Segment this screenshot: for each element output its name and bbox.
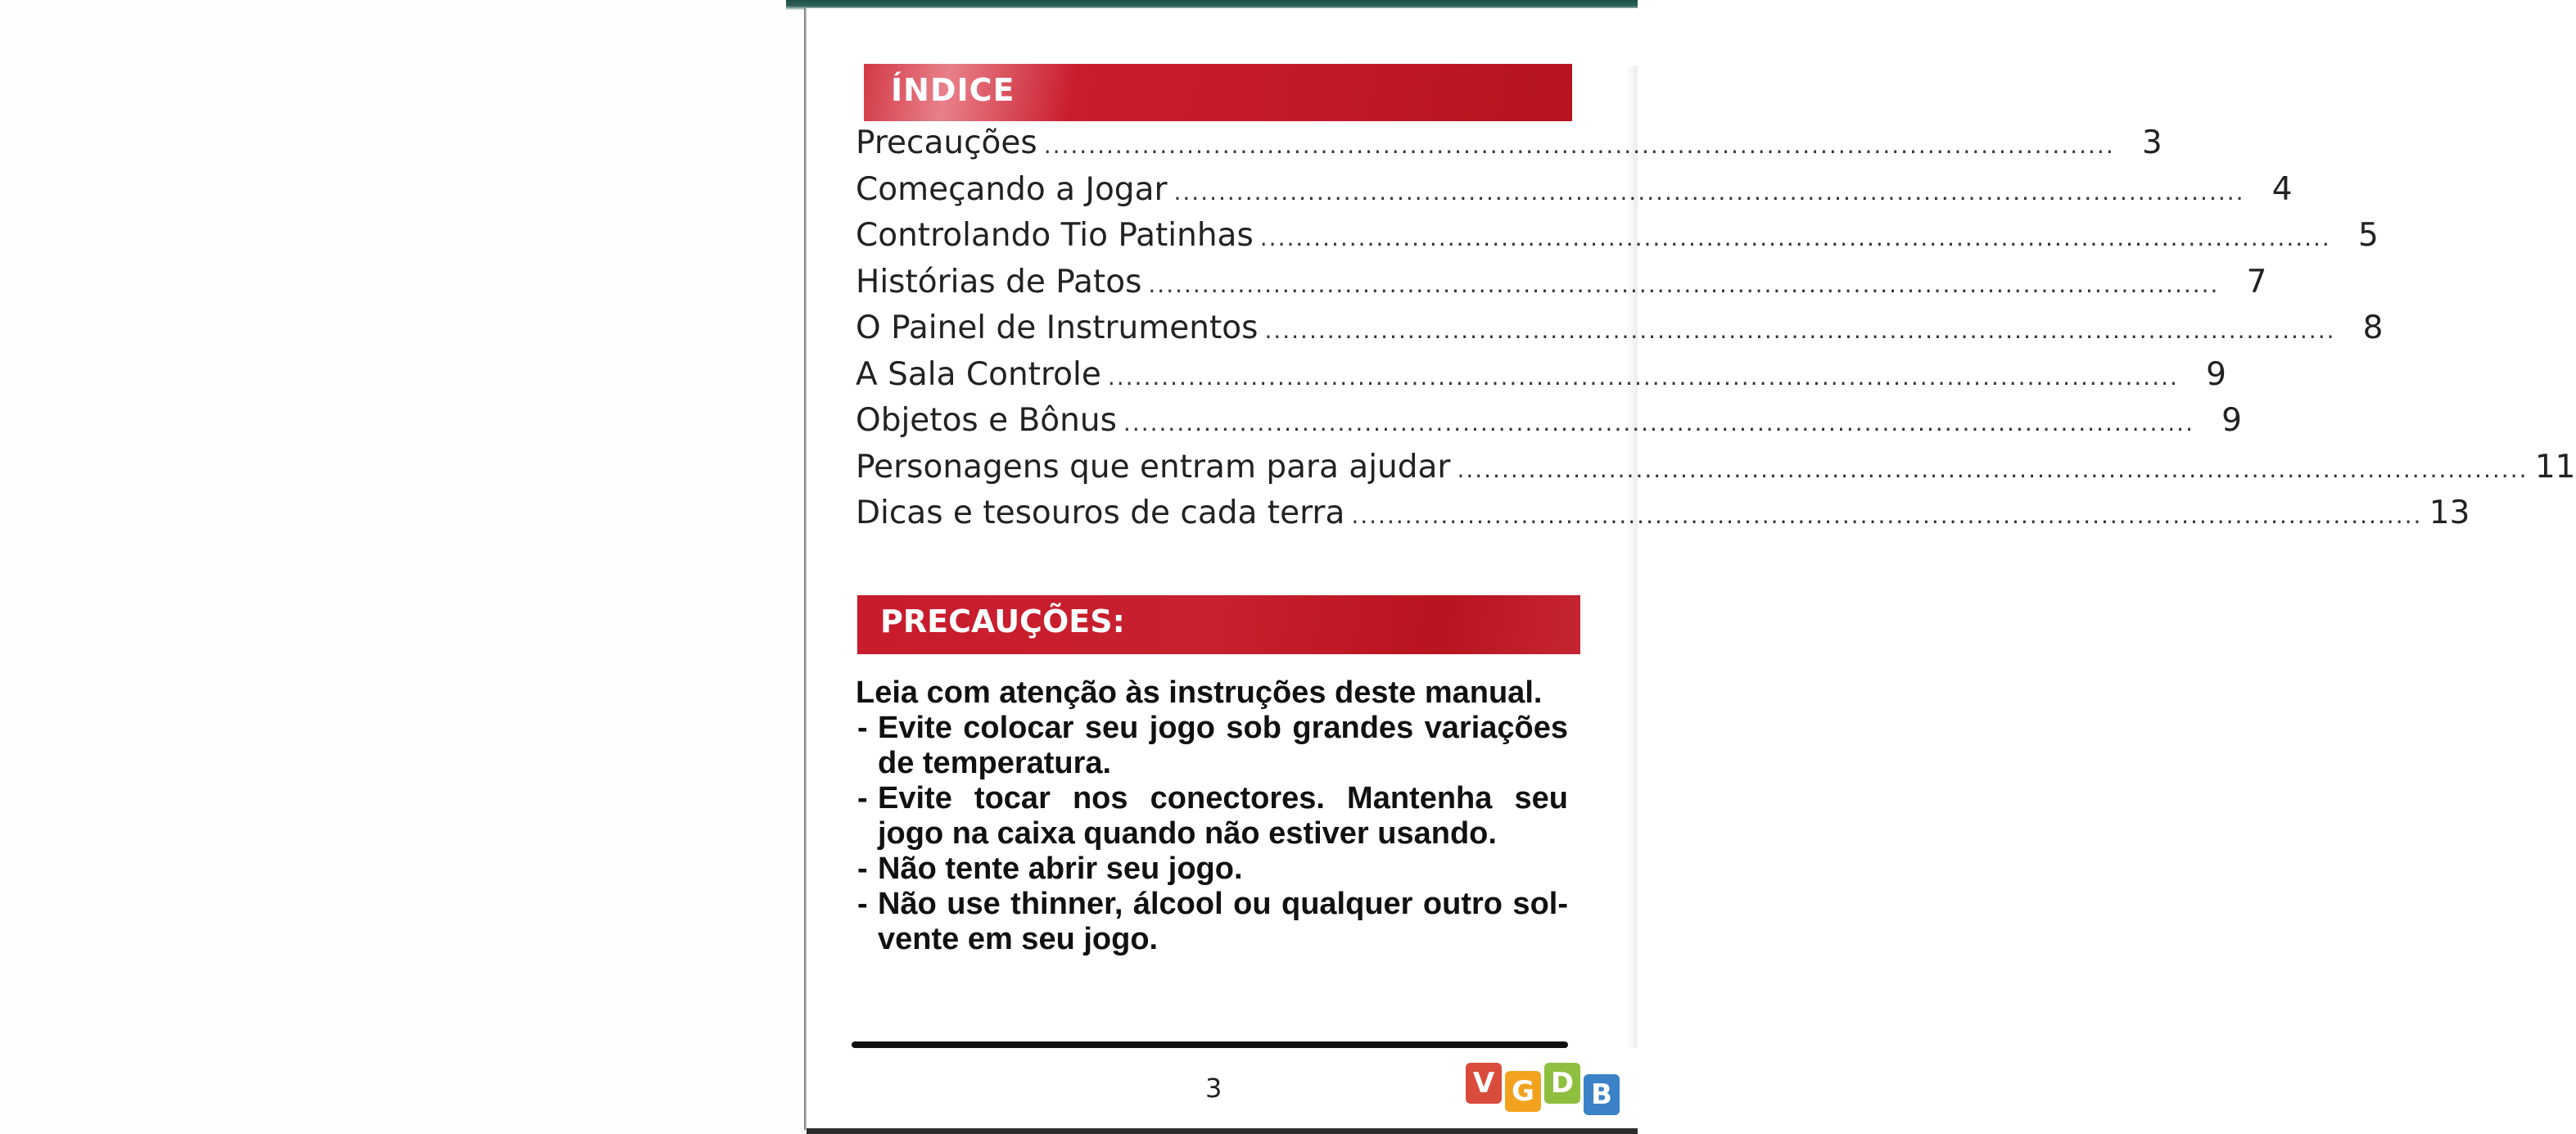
precaution-item: - Não use thinner, álcool ou qualquer outro sol-vente em seu jogo. (856, 887, 1568, 957)
toc-entry-label: Começando a Jogar (856, 170, 1168, 208)
precautions-list (856, 711, 1568, 957)
toc-entry-label: Objetos e Bônus (856, 402, 1117, 439)
toc-entry-objetos[interactable] (856, 402, 2242, 449)
index-title: ÍNDICE (891, 72, 1015, 108)
toc-entry-sala-controle[interactable] (856, 355, 2226, 403)
toc-leader-dots: ........................................................................................................................ (1173, 178, 2245, 206)
logo-letter-v: V (1466, 1063, 1502, 1104)
book-spine (804, 8, 807, 1130)
toc-leader-dots: ........................................................................................................................ (1457, 455, 2529, 483)
toc-entry-dicas[interactable] (856, 495, 2470, 541)
toc-entry-page: 7 (2246, 263, 2267, 300)
precautions-intro: Leia com atenção às instruções deste manual. (856, 675, 1543, 710)
toc-entry-label: Controlando Tio Patinhas (856, 217, 1254, 254)
precaution-item: - Evite colocar seu jogo sob grandes variações de temperatura. (856, 711, 1568, 781)
toc-entry-page: 9 (2221, 402, 2242, 439)
toc-entry-label: Histórias de Patos (856, 263, 1142, 300)
toc-leader-dots: ........................................................................................................................ (1107, 363, 2179, 391)
toc-leader-dots: ........................................................................................................................ (1259, 224, 2331, 251)
toc-entry-page: 8 (2362, 309, 2384, 346)
precaution-item: - Evite tocar nos conectores. Mantenha seu jogo na caixa quando não estiver usando. (856, 781, 1568, 852)
toc-entry-label: Precauções (856, 124, 1037, 161)
vgdb-watermark-logo (1466, 1063, 1629, 1117)
toc-entry-label: Personagens que entram para ajudar (856, 448, 1451, 486)
logo-letter-b: B (1584, 1074, 1620, 1115)
page-edge (1625, 66, 1638, 1048)
precautions-title: PRECAUÇÕES: (880, 603, 1125, 639)
toc-entry-historias[interactable] (856, 263, 2267, 310)
left-blank-page (0, 0, 807, 1134)
toc-entry-label: Dicas e tesouros de cada terra (856, 495, 1345, 531)
table-of-contents (856, 124, 2576, 541)
logo-letter-g: G (1505, 1071, 1541, 1112)
precautions-body (856, 675, 1568, 957)
toc-entry-page: 5 (2358, 217, 2379, 254)
bottom-cover-edge (807, 1128, 1638, 1134)
toc-entry-comecando[interactable] (856, 170, 2293, 218)
toc-entry-page: 9 (2206, 355, 2226, 393)
toc-entry-page: 3 (2141, 124, 2162, 161)
logo-letter-d: D (1544, 1063, 1580, 1104)
footer-rule (852, 1041, 1568, 1048)
toc-entry-label: O Painel de Instrumentos (856, 309, 1259, 346)
toc-leader-dots: ........................................................................................................................ (1148, 270, 2220, 298)
toc-entry-personagens[interactable] (856, 448, 2576, 495)
toc-entry-page: 11 (2534, 448, 2576, 486)
toc-leader-dots: ........................................................................................................................ (1351, 502, 2423, 529)
page-number: 3 (1205, 1073, 1222, 1104)
toc-entry-controlando[interactable] (856, 217, 2379, 264)
toc-leader-dots: ........................................................................................................................ (1043, 132, 2115, 159)
toc-entry-label: A Sala Controle (856, 355, 1101, 393)
toc-leader-dots: ........................................................................................................................ (1264, 317, 2336, 344)
toc-entry-page: 4 (2271, 170, 2293, 208)
toc-entry-painel[interactable] (856, 309, 2384, 356)
toc-leader-dots: ........................................................................................................................ (1123, 409, 2194, 436)
precaution-item: - Não tente abrir seu jogo. (856, 852, 1568, 887)
toc-entry-page: 13 (2429, 495, 2470, 531)
toc-entry-precaucoes[interactable] (856, 124, 2162, 171)
